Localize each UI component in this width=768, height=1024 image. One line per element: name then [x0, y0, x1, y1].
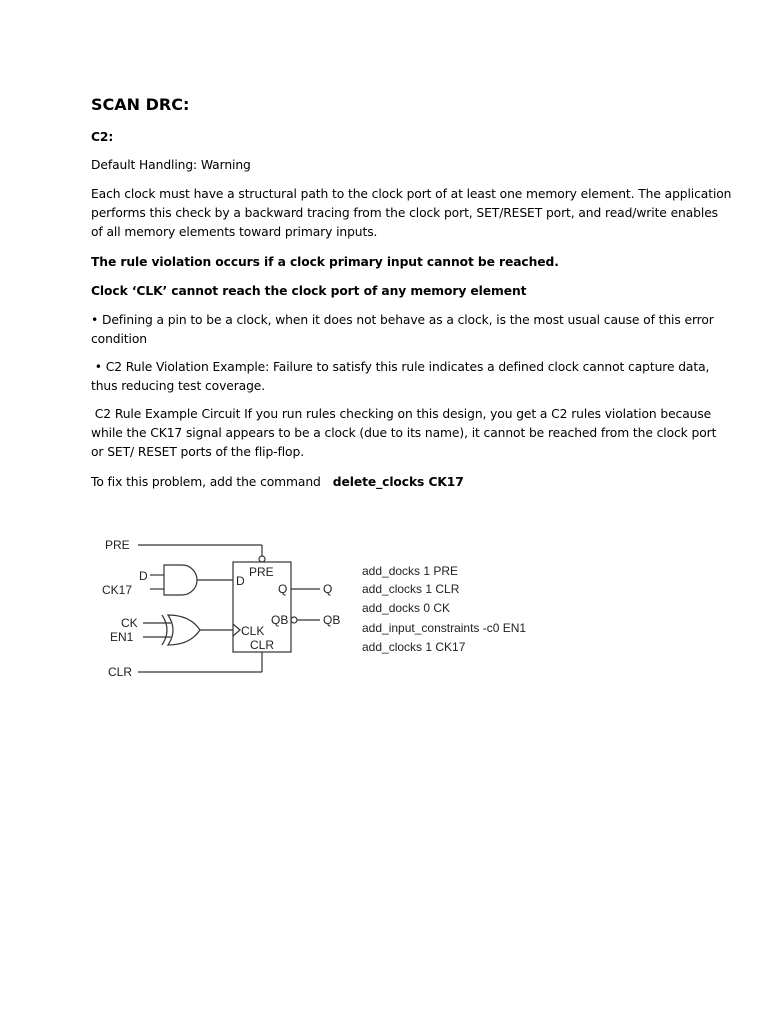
input-label-en1: EN1	[110, 630, 134, 644]
input-label-d: D	[139, 569, 148, 583]
example-line: while the CK17 signal appears to be a clock (due to its name), it cannot be reached from the clock port	[91, 426, 717, 440]
xor-gate-back	[162, 615, 167, 645]
output-label-q: Q	[323, 582, 333, 596]
ff-label-d: D	[236, 574, 245, 588]
description-line: Each clock must have a structural path to the clock port of at least one memory element. The application	[91, 187, 732, 201]
clock-triangle	[233, 624, 240, 636]
ff-label-clk: CLK	[241, 624, 265, 638]
bullet-line: • C2 Rule Violation Example: Failure to satisfy this rule indicates a defined clock cannot capture data,	[91, 360, 710, 374]
command-line: add_docks 0 CK	[362, 601, 451, 615]
command-line: add_input_constraints -c0 EN1	[362, 621, 527, 635]
command-line: add_clocks 1 CK17	[362, 640, 466, 654]
description-line: performs this check by a backward tracing from the clock port, SET/RESET port, and read/write enables	[91, 206, 718, 220]
xor-gate	[168, 615, 200, 645]
default-handling: Default Handling: Warning	[91, 158, 251, 172]
bullet-line: • Defining a pin to be a clock, when it does not behave as a clock, is the most usual cause of this error	[91, 313, 714, 327]
input-label-clr: CLR	[108, 665, 133, 679]
output-label-qb: QB	[323, 613, 341, 627]
violation-statement: The rule violation occurs if a clock primary input cannot be reached.	[91, 255, 559, 269]
pre-bubble	[259, 556, 265, 562]
ff-label-clr: CLR	[250, 638, 275, 652]
example-line: C2 Rule Example Circuit If you run rules checking on this design, you get a C2 rules violation because	[91, 407, 712, 421]
command-line: add_clocks 1 CLR	[362, 582, 460, 596]
description-line: of all memory elements toward primary inputs.	[91, 225, 378, 239]
rule-id: C2:	[91, 130, 114, 144]
ff-label-pre: PRE	[249, 565, 274, 579]
ff-label-q: Q	[278, 582, 288, 596]
bullet-line: thus reducing test coverage.	[91, 379, 266, 393]
and-gate	[164, 565, 197, 595]
page-heading: SCAN DRC:	[91, 95, 190, 114]
command-line: add_docks 1 PRE	[362, 564, 459, 578]
input-label-ck: CK	[121, 616, 138, 630]
example-line: or SET/ RESET ports of the flip-flop.	[91, 445, 304, 459]
bullet-line: condition	[91, 332, 147, 346]
fix-command: delete_clocks CK17	[332, 475, 464, 489]
qb-bubble	[291, 617, 297, 623]
fix-text: To fix this problem, add the command	[91, 475, 321, 489]
violation-message: Clock ‘CLK’ cannot reach the clock port of any memory element	[91, 284, 527, 298]
input-label-pre: PRE	[105, 538, 130, 552]
input-label-ck17: CK17	[102, 583, 133, 597]
ff-label-qb: QB	[271, 613, 289, 627]
